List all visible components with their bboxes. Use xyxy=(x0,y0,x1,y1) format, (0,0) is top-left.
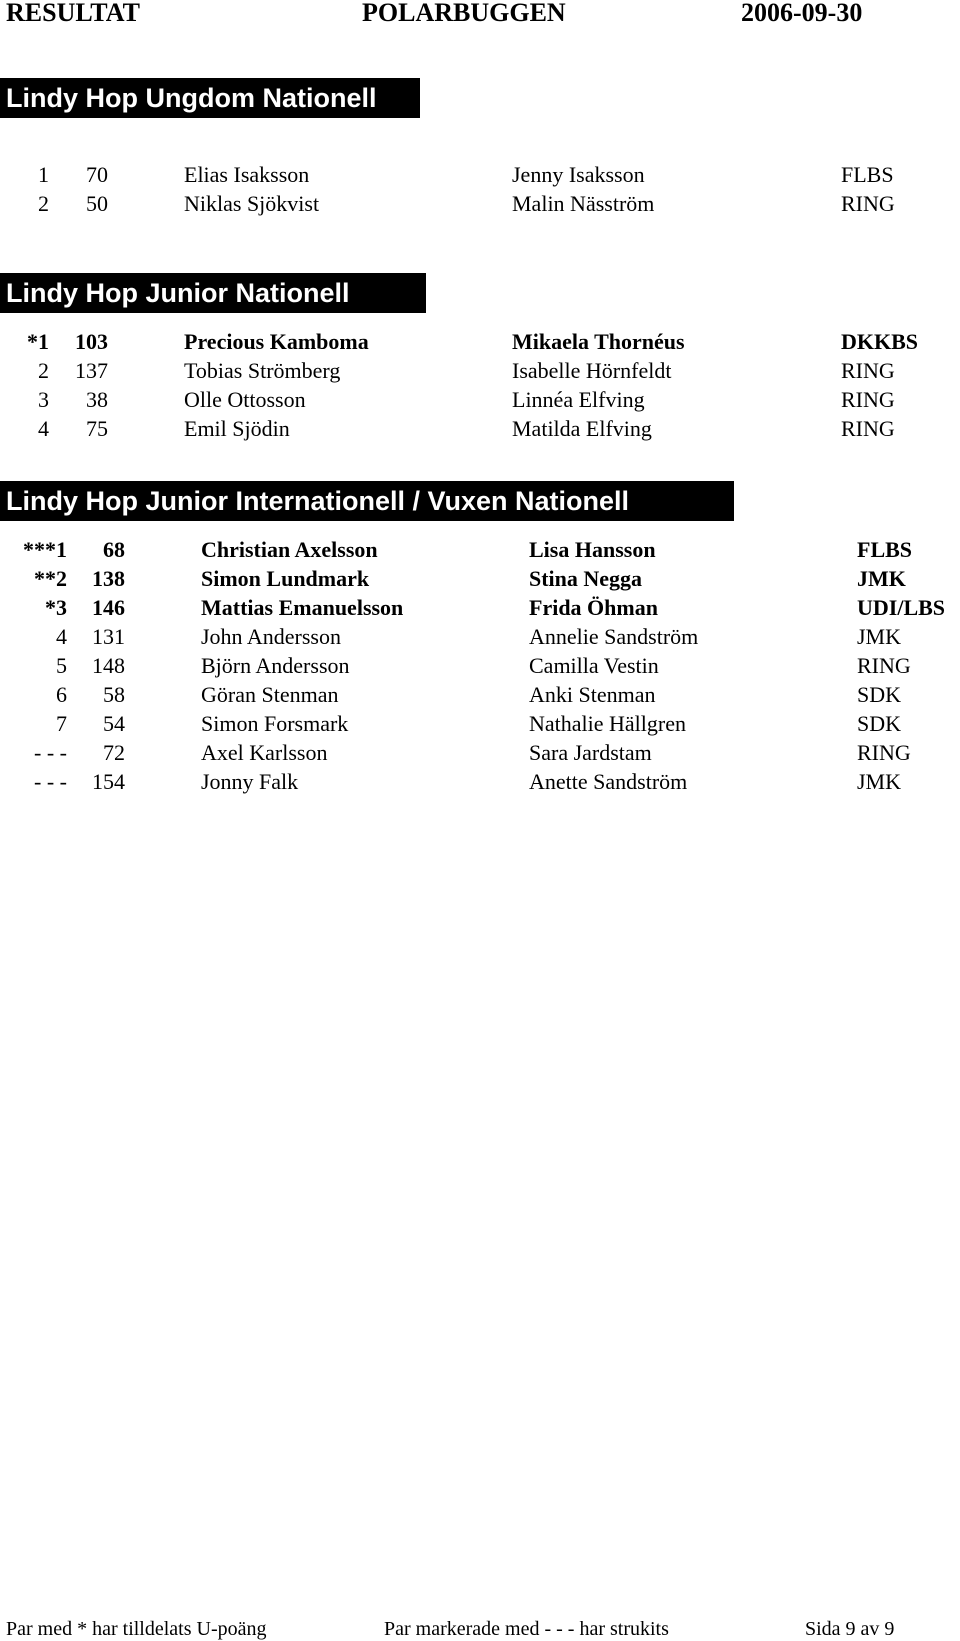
footer-note-struken: Par markerade med - - - har strukits xyxy=(384,1618,669,1640)
club-name: FLBS xyxy=(857,537,913,562)
follow-name: Annelie Sandström xyxy=(529,624,699,649)
club-name: FLBS xyxy=(841,162,894,187)
follow-name: Malin Näsström xyxy=(512,191,655,216)
lead-name: Jonny Falk xyxy=(201,769,299,794)
follow-name: Linnéa Elfving xyxy=(512,387,645,412)
club-name: JMK xyxy=(857,769,902,794)
lead-name: Elias Isaksson xyxy=(184,162,310,187)
page-header xyxy=(0,0,960,30)
couple-number: 50 xyxy=(86,191,108,216)
placement: 5 xyxy=(56,653,67,678)
placement: 7 xyxy=(56,711,67,736)
placement: 4 xyxy=(38,416,49,441)
couple-number: 148 xyxy=(92,653,125,678)
club-name: RING xyxy=(857,740,911,765)
lead-name: Tobias Strömberg xyxy=(184,358,341,383)
section-title: Lindy Hop Ungdom Nationell xyxy=(0,78,420,118)
section-title: Lindy Hop Junior Internationell / Vuxen Nationell xyxy=(0,481,734,521)
club-name: RING xyxy=(841,387,895,412)
placement: - - - xyxy=(34,769,67,794)
page-number: Sida 9 av 9 xyxy=(805,1618,895,1640)
page-footer xyxy=(0,1617,960,1641)
placement: 4 xyxy=(56,624,67,649)
result-row xyxy=(0,356,960,385)
couple-number: 72 xyxy=(103,740,125,765)
section-junior-internationell-vuxen-nationell xyxy=(0,481,960,796)
follow-name: Anki Stenman xyxy=(529,682,656,707)
couple-number: 103 xyxy=(75,329,108,354)
follow-name: Matilda Elfving xyxy=(512,416,652,441)
result-row xyxy=(0,564,960,593)
lead-name: Simon Lundmark xyxy=(201,566,370,591)
placement: *3 xyxy=(45,595,67,620)
lead-name: Niklas Sjökvist xyxy=(184,191,320,216)
couple-number: 38 xyxy=(86,387,108,412)
club-name: JMK xyxy=(857,566,906,591)
lead-name: Precious Kamboma xyxy=(184,329,369,354)
couple-number: 154 xyxy=(92,769,125,794)
follow-name: Isabelle Hörnfeldt xyxy=(512,358,672,383)
couple-number: 131 xyxy=(92,624,125,649)
placement: 6 xyxy=(56,682,67,707)
result-row xyxy=(0,767,960,796)
lead-name: Björn Andersson xyxy=(201,653,350,678)
placement: **2 xyxy=(34,566,67,591)
club-name: RING xyxy=(841,416,895,441)
couple-number: 75 xyxy=(86,416,108,441)
result-row xyxy=(0,622,960,651)
placement: 1 xyxy=(38,162,49,187)
follow-name: Camilla Vestin xyxy=(529,653,659,678)
result-row xyxy=(0,327,960,356)
club-name: RING xyxy=(841,358,895,383)
result-row xyxy=(0,535,960,564)
couple-number: 138 xyxy=(92,566,125,591)
club-name: JMK xyxy=(857,624,902,649)
couple-number: 54 xyxy=(103,711,125,736)
result-list xyxy=(0,535,960,796)
follow-name: Nathalie Hällgren xyxy=(529,711,686,736)
placement: 2 xyxy=(38,191,49,216)
club-name: SDK xyxy=(857,711,902,736)
section-title: Lindy Hop Junior Nationell xyxy=(0,273,426,313)
couple-number: 146 xyxy=(92,595,125,620)
follow-name: Anette Sandström xyxy=(529,769,688,794)
follow-name: Stina Negga xyxy=(529,566,643,591)
result-row xyxy=(0,189,960,218)
couple-number: 137 xyxy=(75,358,108,383)
placement: 2 xyxy=(38,358,49,383)
lead-name: Christian Axelsson xyxy=(201,537,378,562)
follow-name: Lisa Hansson xyxy=(529,537,656,562)
follow-name: Jenny Isaksson xyxy=(512,162,645,187)
couple-number: 58 xyxy=(103,682,125,707)
placement: *1 xyxy=(27,329,49,354)
result-row xyxy=(0,651,960,680)
result-row xyxy=(0,385,960,414)
footer-note-upoang: Par med * har tilldelats U-poäng xyxy=(6,1618,267,1640)
header-event-name: POLARBUGGEN xyxy=(362,0,566,27)
placement: 3 xyxy=(38,387,49,412)
lead-name: Axel Karlsson xyxy=(201,740,328,765)
lead-name: Olle Ottosson xyxy=(184,387,306,412)
lead-name: Göran Stenman xyxy=(201,682,339,707)
header-date: 2006-09-30 xyxy=(741,0,863,27)
follow-name: Frida Öhman xyxy=(529,595,658,620)
header-title: RESULTAT xyxy=(6,0,140,27)
result-row xyxy=(0,709,960,738)
couple-number: 68 xyxy=(103,537,125,562)
lead-name: Simon Forsmark xyxy=(201,711,349,736)
lead-name: John Andersson xyxy=(201,624,341,649)
club-name: RING xyxy=(857,653,911,678)
result-row xyxy=(0,414,960,443)
section-ungdom-nationell xyxy=(0,78,960,218)
section-junior-nationell xyxy=(0,273,960,443)
placement: ***1 xyxy=(23,537,67,562)
club-name: UDI/LBS xyxy=(857,595,946,620)
couple-number: 70 xyxy=(86,162,108,187)
result-row xyxy=(0,738,960,767)
club-name: SDK xyxy=(857,682,902,707)
follow-name: Mikaela Thornéus xyxy=(512,329,685,354)
lead-name: Emil Sjödin xyxy=(184,416,290,441)
placement: - - - xyxy=(34,740,67,765)
result-list xyxy=(0,160,960,218)
club-name: DKKBS xyxy=(841,329,919,354)
result-row xyxy=(0,593,960,622)
result-row xyxy=(0,160,960,189)
follow-name: Sara Jardstam xyxy=(529,740,652,765)
result-list xyxy=(0,327,960,443)
club-name: RING xyxy=(841,191,895,216)
result-row xyxy=(0,680,960,709)
lead-name: Mattias Emanuelsson xyxy=(201,595,404,620)
